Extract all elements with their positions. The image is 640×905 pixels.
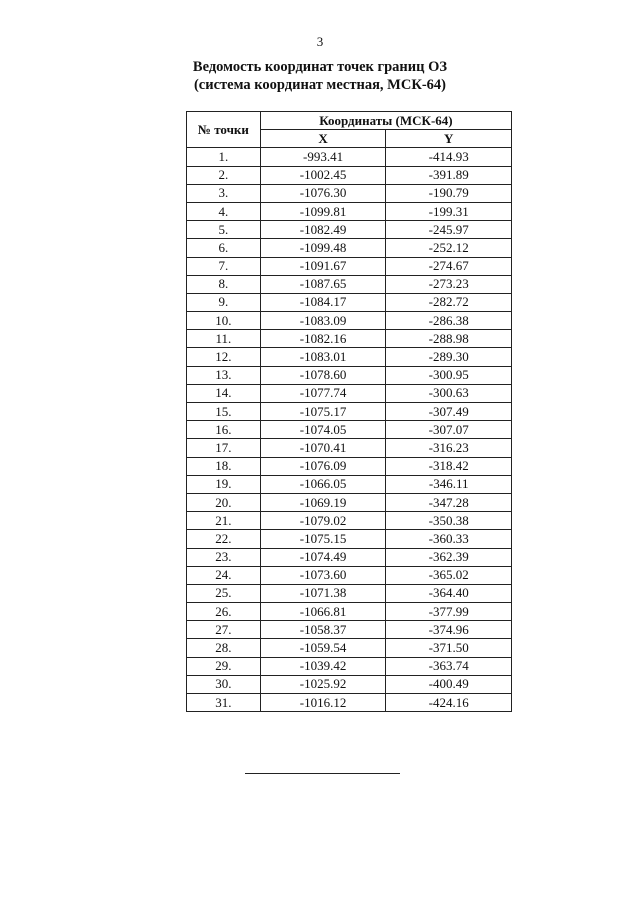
document-title [0, 58, 640, 94]
y-coordinate-cell: -371.50 [386, 639, 512, 657]
point-number-cell: 31. [187, 694, 261, 712]
y-coordinate-cell: -252.12 [386, 239, 512, 257]
point-number-cell: 28. [187, 639, 261, 657]
point-number-cell: 2. [187, 166, 261, 184]
header-y: Y [386, 130, 512, 148]
point-number-cell: 6. [187, 239, 261, 257]
x-coordinate-cell: -993.41 [260, 148, 386, 166]
x-coordinate-cell: -1084.17 [260, 293, 386, 311]
header-x: X [260, 130, 386, 148]
header-coordinates: Координаты (МСК-64) [260, 112, 511, 130]
y-coordinate-cell: -346.11 [386, 475, 512, 493]
x-coordinate-cell: -1079.02 [260, 512, 386, 530]
y-coordinate-cell: -377.99 [386, 603, 512, 621]
table-row [187, 148, 512, 166]
table-row [187, 675, 512, 693]
x-coordinate-cell: -1075.15 [260, 530, 386, 548]
table-row [187, 403, 512, 421]
point-number-cell: 10. [187, 312, 261, 330]
point-number-cell: 13. [187, 366, 261, 384]
table-row [187, 621, 512, 639]
table-row [187, 603, 512, 621]
point-number-cell: 23. [187, 548, 261, 566]
x-coordinate-cell: -1082.16 [260, 330, 386, 348]
table-body [187, 148, 512, 712]
y-coordinate-cell: -282.72 [386, 293, 512, 311]
x-coordinate-cell: -1039.42 [260, 657, 386, 675]
y-coordinate-cell: -286.38 [386, 312, 512, 330]
y-coordinate-cell: -273.23 [386, 275, 512, 293]
point-number-cell: 17. [187, 439, 261, 457]
point-number-cell: 12. [187, 348, 261, 366]
point-number-cell: 21. [187, 512, 261, 530]
point-number-cell: 29. [187, 657, 261, 675]
x-coordinate-cell: -1083.09 [260, 312, 386, 330]
table-row [187, 475, 512, 493]
x-coordinate-cell: -1076.09 [260, 457, 386, 475]
y-coordinate-cell: -364.40 [386, 584, 512, 602]
x-coordinate-cell: -1099.48 [260, 239, 386, 257]
point-number-cell: 25. [187, 584, 261, 602]
y-coordinate-cell: -245.97 [386, 221, 512, 239]
y-coordinate-cell: -307.49 [386, 403, 512, 421]
page-number: 3 [316, 34, 324, 49]
x-coordinate-cell: -1071.38 [260, 584, 386, 602]
x-coordinate-cell: -1076.30 [260, 184, 386, 202]
y-coordinate-cell: -414.93 [386, 148, 512, 166]
y-coordinate-cell: -289.30 [386, 348, 512, 366]
y-coordinate-cell: -300.63 [386, 384, 512, 402]
table-row [187, 512, 512, 530]
coordinates-table [186, 111, 512, 712]
x-coordinate-cell: -1075.17 [260, 403, 386, 421]
point-number-cell: 26. [187, 603, 261, 621]
point-number-cell: 27. [187, 621, 261, 639]
y-coordinate-cell: -360.33 [386, 530, 512, 548]
point-number-cell: 18. [187, 457, 261, 475]
x-coordinate-cell: -1074.49 [260, 548, 386, 566]
table-row [187, 348, 512, 366]
y-coordinate-cell: -307.07 [386, 421, 512, 439]
y-coordinate-cell: -347.28 [386, 493, 512, 511]
x-coordinate-cell: -1070.41 [260, 439, 386, 457]
point-number-cell: 19. [187, 475, 261, 493]
table-row [187, 384, 512, 402]
table-row [187, 657, 512, 675]
y-coordinate-cell: -318.42 [386, 457, 512, 475]
point-number-cell: 3. [187, 184, 261, 202]
x-coordinate-cell: -1069.19 [260, 493, 386, 511]
footer-divider [245, 773, 400, 774]
x-coordinate-cell: -1083.01 [260, 348, 386, 366]
table-row [187, 184, 512, 202]
point-number-cell: 4. [187, 202, 261, 220]
table-row [187, 439, 512, 457]
header-point-number: № точки [187, 112, 261, 148]
x-coordinate-cell: -1066.05 [260, 475, 386, 493]
point-number-cell: 9. [187, 293, 261, 311]
table-row [187, 275, 512, 293]
table-row [187, 548, 512, 566]
x-coordinate-cell: -1082.49 [260, 221, 386, 239]
y-coordinate-cell: -391.89 [386, 166, 512, 184]
title-line-1: Ведомость координат точек границ ОЗ [192, 59, 448, 75]
y-coordinate-cell: -190.79 [386, 184, 512, 202]
x-coordinate-cell: -1059.54 [260, 639, 386, 657]
x-coordinate-cell: -1087.65 [260, 275, 386, 293]
table-row [187, 330, 512, 348]
table-row [187, 312, 512, 330]
table-row [187, 493, 512, 511]
point-number-cell: 30. [187, 675, 261, 693]
point-number-cell: 8. [187, 275, 261, 293]
point-number-cell: 11. [187, 330, 261, 348]
table-row [187, 584, 512, 602]
table-row [187, 639, 512, 657]
x-coordinate-cell: -1074.05 [260, 421, 386, 439]
y-coordinate-cell: -363.74 [386, 657, 512, 675]
x-coordinate-cell: -1002.45 [260, 166, 386, 184]
title-line-2: (система координат местная, МСК-64) [193, 77, 447, 93]
table-row [187, 257, 512, 275]
y-coordinate-cell: -350.38 [386, 512, 512, 530]
y-coordinate-cell: -400.49 [386, 675, 512, 693]
point-number-cell: 1. [187, 148, 261, 166]
y-coordinate-cell: -274.67 [386, 257, 512, 275]
y-coordinate-cell: -316.23 [386, 439, 512, 457]
point-number-cell: 14. [187, 384, 261, 402]
point-number-cell: 7. [187, 257, 261, 275]
point-number-cell: 16. [187, 421, 261, 439]
x-coordinate-cell: -1016.12 [260, 694, 386, 712]
x-coordinate-cell: -1066.81 [260, 603, 386, 621]
y-coordinate-cell: -199.31 [386, 202, 512, 220]
table-row [187, 366, 512, 384]
table-row [187, 694, 512, 712]
point-number-cell: 24. [187, 566, 261, 584]
table-row [187, 421, 512, 439]
x-coordinate-cell: -1077.74 [260, 384, 386, 402]
point-number-cell: 15. [187, 403, 261, 421]
table-row [187, 530, 512, 548]
point-number-cell: 20. [187, 493, 261, 511]
table-row [187, 566, 512, 584]
x-coordinate-cell: -1078.60 [260, 366, 386, 384]
y-coordinate-cell: -300.95 [386, 366, 512, 384]
table-row [187, 202, 512, 220]
x-coordinate-cell: -1058.37 [260, 621, 386, 639]
x-coordinate-cell: -1025.92 [260, 675, 386, 693]
y-coordinate-cell: -374.96 [386, 621, 512, 639]
table-row [187, 239, 512, 257]
x-coordinate-cell: -1099.81 [260, 202, 386, 220]
y-coordinate-cell: -424.16 [386, 694, 512, 712]
table-row [187, 457, 512, 475]
y-coordinate-cell: -288.98 [386, 330, 512, 348]
table-row [187, 166, 512, 184]
x-coordinate-cell: -1073.60 [260, 566, 386, 584]
point-number-cell: 5. [187, 221, 261, 239]
table-row [187, 293, 512, 311]
y-coordinate-cell: -362.39 [386, 548, 512, 566]
point-number-cell: 22. [187, 530, 261, 548]
y-coordinate-cell: -365.02 [386, 566, 512, 584]
table-row [187, 221, 512, 239]
x-coordinate-cell: -1091.67 [260, 257, 386, 275]
